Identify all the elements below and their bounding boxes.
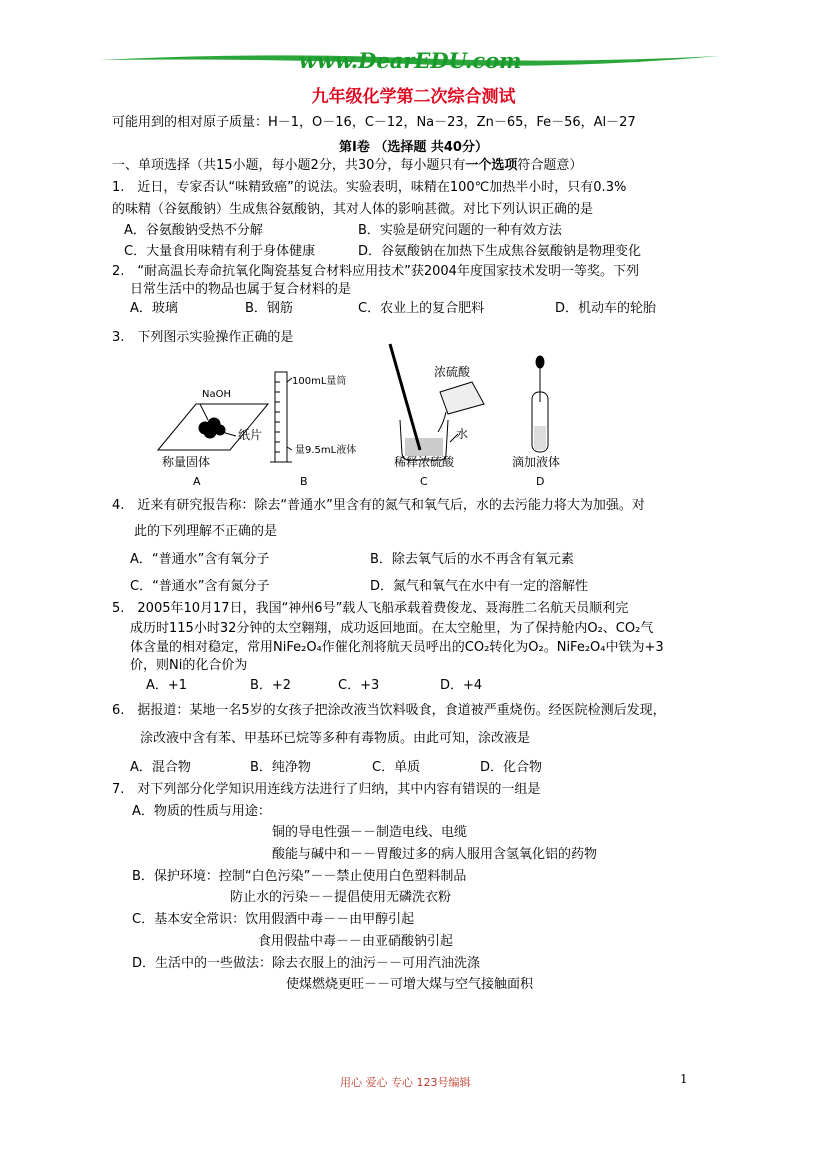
q6-option-b: B．纯净物 [250, 760, 311, 775]
site-logo-text: www.DearEDU.com [298, 48, 522, 73]
q3-figure [150, 342, 600, 492]
q1-option-b: B．实验是研究问题的一种有效方法 [358, 223, 562, 238]
q5-line3: 体含量的相对稳定，常用NiFe₂O₄作催化剂将航天员呼出的CO₂转化为O₂。NiFe₂O₄中铁为+3 [130, 640, 664, 655]
section-title: 第Ⅰ卷 （选择题 共40分） [339, 140, 488, 155]
figure-d-dropper [532, 356, 548, 452]
naoh-label: NaOH [202, 389, 231, 400]
q4-line2: 此的下列理解不正确的是 [134, 524, 278, 539]
fig-c-caption: 稀释浓硫酸 [394, 455, 455, 469]
q5-line1: 5. 2005年10月17日，我国“神州6号”载人飞船承载着费俊龙、聂海胜二名航天员顺利完 [112, 601, 629, 616]
q5-option-a: A．+1 [146, 678, 188, 693]
q4-option-b: B．除去氧气后的水不再含有氧元素 [370, 552, 574, 567]
q2-option-a: A．玻璃 [130, 301, 178, 316]
q4-option-a: A．“普通水”含有氧分子 [130, 552, 270, 567]
water-label: 水 [456, 427, 469, 441]
q4-option-d: D．氮气和氧气在水中有一定的溶解性 [370, 579, 589, 594]
q1-option-a: A．谷氨酸钠受热不分解 [124, 223, 263, 238]
section-instruction: 一、单项选择（共15小题，每小题2分，共30分，每小题只有一个选项符合题意） [112, 158, 583, 173]
q7-line1: 7. 对下列部分化学知识用连线方法进行了归纳，其中内容有错误的一组是 [112, 782, 541, 797]
q7-b2: 防止水的污染－－提倡使用无磷洗衣粉 [230, 890, 452, 905]
q5-option-c: C．+3 [338, 678, 380, 693]
q5-line4: 价，则Ni的化合价为 [130, 658, 248, 673]
q7-b1: B．保护环境：控制“白色污染”－－禁止使用白色塑料制品 [132, 869, 467, 884]
fig-d-letter: D [536, 475, 545, 488]
q7-d2: 使煤燃烧更旺－－可增大煤与空气接触面积 [286, 977, 534, 992]
lab-operations-figure [150, 342, 600, 492]
q2-option-b: B．钢筋 [245, 301, 293, 316]
q6-option-c: C．单质 [372, 760, 421, 775]
page-number: 1 [680, 1072, 688, 1086]
q7-a1: 铜的导电性强－－制造电线、电缆 [272, 825, 468, 840]
fig-b-letter: B [300, 475, 308, 488]
figure-a-weighing [158, 404, 268, 450]
q5-option-b: B．+2 [250, 678, 292, 693]
q7-a2: 酸能与碱中和－－胃酸过多的病人服用含氢氧化铝的药物 [272, 847, 598, 862]
q5-line2: 成历时115小时32分钟的太空翱翔，成功返回地面。在太空舱里，为了保持舱内O₂、CO₂气 [130, 621, 654, 636]
figure-c-dilution [390, 344, 484, 460]
q7-c1: C．基本安全常识：饮用假酒中毒－－由甲醇引起 [132, 912, 415, 927]
q2-option-c: C．农业上的复合肥料 [358, 301, 485, 316]
paper-label: 纸片 [238, 428, 263, 442]
q1-line2: 的味精（谷氨酸钠）生成焦谷氨酸钠，其对人体的影响甚微。对比下列认识正确的是 [112, 202, 594, 217]
q5-option-d: D．+4 [440, 678, 483, 693]
q6-line1: 6. 据报道：某地一名5岁的女孩子把涂改液当饮料吸食，食道被严重烧伤。经医院检测后发现， [112, 703, 666, 718]
fig-a-caption: 称量固体 [162, 455, 211, 469]
fig-d-caption: 滴加液体 [512, 455, 561, 469]
q1-option-d: D．谷氨酸钠在加热下生成焦谷氨酸钠是物理变化 [358, 244, 642, 259]
q6-option-a: A．混合物 [130, 760, 191, 775]
q7-c2: 食用假盐中毒－－由亚硝酸钠引起 [258, 934, 454, 949]
q1-option-c: C．大量食用味精有利于身体健康 [124, 244, 316, 259]
acid-label: 浓硫酸 [434, 365, 471, 379]
figure-b-cylinder [270, 372, 292, 462]
cylinder-top-label: 100mL量筒 [292, 376, 347, 387]
q4-option-c: C．“普通水”含有氮分子 [130, 579, 270, 594]
q6-option-d: D．化合物 [480, 760, 543, 775]
cylinder-side-label: 量9.5mL液体 [295, 445, 357, 456]
fig-a-letter: A [193, 475, 201, 488]
q4-line1: 4. 近来有研究报告称：除去“普通水”里含有的氮气和氧气后，水的去污能力将大为加强。对 [112, 498, 645, 513]
q2-line2: 日常生活中的物品也属于复合材料的是 [130, 282, 352, 297]
q2-line1: 2. “耐高温长寿命抗氧化陶瓷基复合材料应用技术”获2004年度国家技术发明一等奖。下列 [112, 264, 639, 279]
footer-note: 用心 爱心 专心 123号编辑 [340, 1076, 471, 1089]
atomic-mass-note: 可能用到的相对原子质量：H－1，O－16，C－12，Na－23，Zn－65，Fe－56，Al－27 [112, 115, 636, 130]
q3-line1: 3. 下列图示实验操作正确的是 [112, 330, 294, 345]
q2-option-d: D．机动车的轮胎 [555, 301, 657, 316]
q1-line1: 1. 近日，专家否认“味精致癌”的说法。实验表明，味精在100℃加热半小时，只有0.3% [112, 180, 627, 195]
q7-a-head: A．物质的性质与用途： [132, 804, 271, 819]
fig-c-letter: C [420, 475, 428, 488]
page-title: 九年级化学第二次综合测试 [311, 87, 516, 107]
q7-d1: D．生活中的一些做法：除去衣服上的油污－－可用汽油洗涤 [132, 956, 481, 971]
q6-line2: 涂改液中含有苯、甲基环已烷等多种有毒物质。由此可知，涂改液是 [140, 731, 531, 746]
